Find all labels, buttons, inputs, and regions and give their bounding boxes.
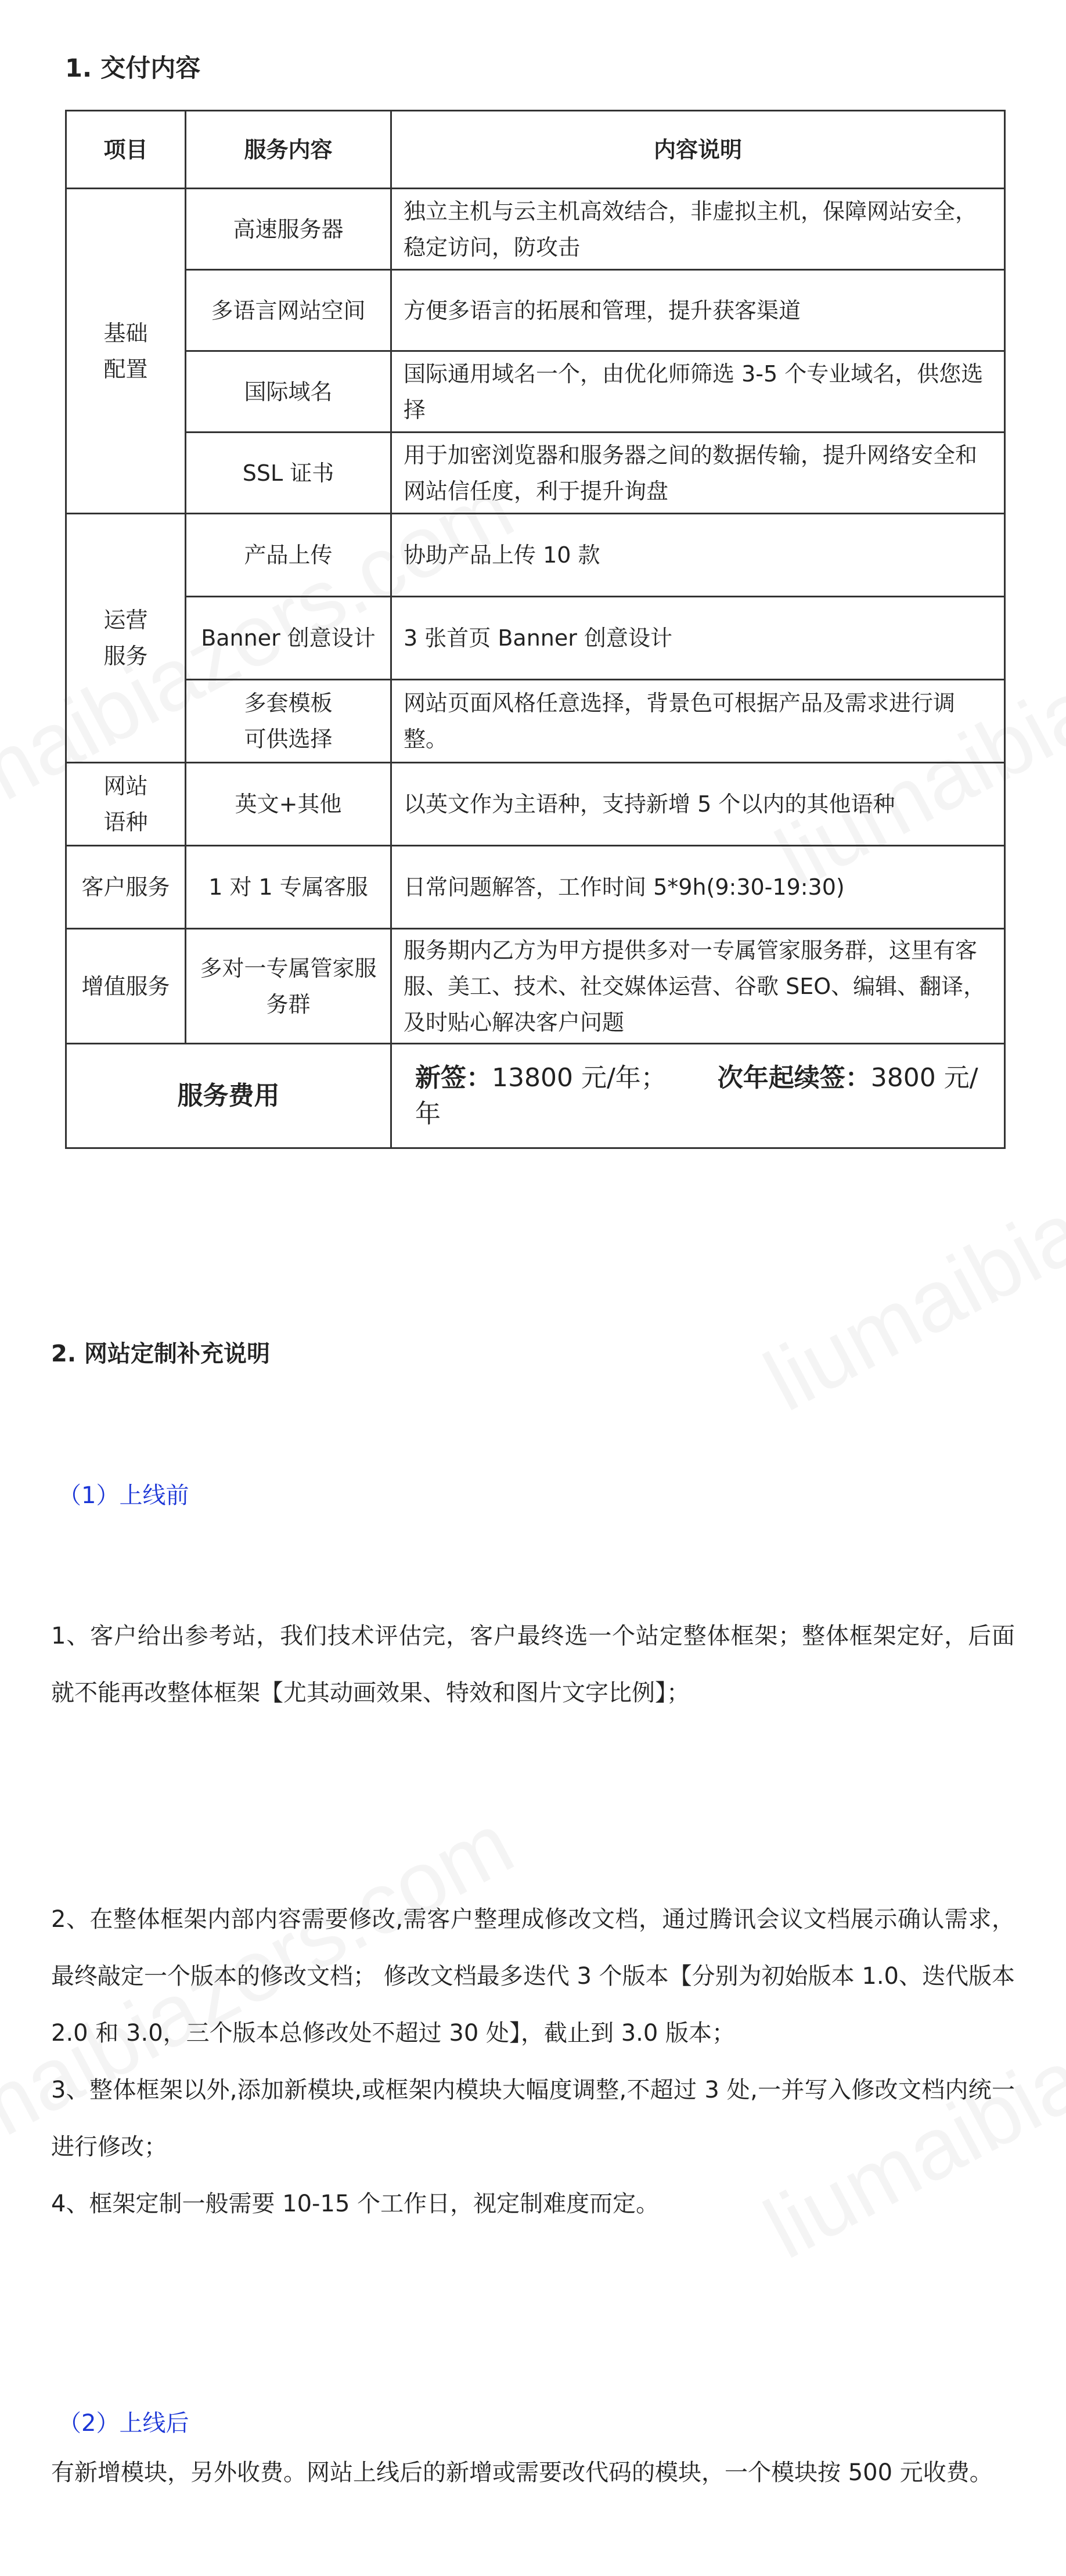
group-basic-config — [66, 189, 186, 514]
group-label: 客户服务 — [81, 874, 170, 900]
service-table — [65, 110, 1006, 1149]
service-description: 国际通用域名一个，由优化师筛选 3-5 个专业域名，供您选择 — [391, 351, 1005, 433]
service-item: 多语言网站空间 — [186, 270, 391, 351]
table-row — [66, 351, 1005, 433]
group-customer-service — [66, 846, 186, 929]
service-description: 用于加密浏览器和服务器之间的数据传输，提升网络安全和网站信任度，利于提升询盘 — [391, 433, 1005, 514]
service-description: 独立主机与云主机高效结合，非虚拟主机，保障网站安全，稳定访问，防攻击 — [391, 189, 1005, 270]
group-label: 网站 语种 — [103, 773, 148, 835]
group-label: 增值服务 — [81, 973, 170, 999]
service-description: 3 张首页 Banner 创意设计 — [391, 597, 1005, 680]
table-header-row — [66, 111, 1005, 189]
service-item: 多对一专属管家服务群 — [186, 929, 391, 1044]
before-launch-item — [51, 1608, 1015, 1721]
table-row — [66, 189, 1005, 270]
after-launch-title: （2）上线后 — [58, 2410, 189, 2437]
header-description: 内容说明 — [391, 111, 1005, 189]
service-item: 多套模板 可供选择 — [186, 680, 391, 763]
section2-title: 2. 网站定制补充说明 — [51, 1341, 270, 1367]
before-launch-item-text: 1、客户给出参考站，我们技术评估完，客户最终选一个站定整体框架；整体框架定好，后面就不能再改整体框架【尤其动画效果、特效和图片文字比例】； — [51, 1623, 1015, 1706]
group-language — [66, 763, 186, 846]
fee-new-value: 13800 元/年； — [492, 1062, 667, 1093]
group-label: 基础 配置 — [103, 320, 148, 382]
before-launch-title: （1）上线前 — [58, 1482, 189, 1509]
table-row — [66, 680, 1005, 763]
service-item: 1 对 1 专属客服 — [186, 846, 391, 929]
service-description: 服务期内乙方为甲方提供多对一专属管家服务群，这里有客服、美工、技术、社交媒体运营、谷歌 SEO、编辑、翻译，及时贴心解决客户问题 — [391, 929, 1005, 1044]
service-description: 日常问题解答，工作时间 5*9h(9:30-19:30) — [391, 846, 1005, 929]
service-item: 国际域名 — [186, 351, 391, 433]
fee-new-label: 新签： — [415, 1062, 492, 1093]
service-description: 以英文作为主语种，支持新增 5 个以内的其他语种 — [391, 763, 1005, 846]
group-value-added — [66, 929, 186, 1044]
service-item: 英文+其他 — [186, 763, 391, 846]
table-row — [66, 763, 1005, 846]
before-launch-item — [51, 1891, 1015, 2062]
before-launch-item-text: 4、框架定制一般需要 10-15 个工作日，视定制难度而定。 — [51, 2190, 660, 2217]
header-project: 项目 — [66, 111, 186, 189]
table-row — [66, 270, 1005, 351]
service-description: 协助产品上传 10 款 — [391, 514, 1005, 597]
table-row — [66, 846, 1005, 929]
service-item: Banner 创意设计 — [186, 597, 391, 680]
service-item: SSL 证书 — [186, 433, 391, 514]
fee-values — [391, 1044, 1005, 1148]
group-operation-service — [66, 514, 186, 763]
fee-label: 服务费用 — [66, 1044, 391, 1148]
before-launch-item-text: 2、在整体框架内部内容需要修改,需客户整理成修改文档，通过腾讯会议文档展示确认需求，最终敲定一个版本的修改文档； 修改文档最多迭代 3 个版本【分别为初始版本 1.0、迭代版本 2.0 和 3.0，三个版本总修改处不超过 30 处】，截止到 3.0 版本； — [51, 1906, 1015, 2047]
table-row — [66, 514, 1005, 597]
service-item: 高速服务器 — [186, 189, 391, 270]
fee-row — [66, 1044, 1005, 1148]
after-launch-text: 有新增模块，另外收费。网站上线后的新增或需要改代码的模块，一个模块按 500 元收费。 — [51, 2459, 993, 2486]
fee-renew-label: 次年起续签： — [717, 1062, 871, 1093]
fee-renew-value: 3800 元/年 — [415, 1062, 978, 1129]
table-row — [66, 597, 1005, 680]
group-label: 运营 服务 — [103, 607, 148, 669]
before-launch-item — [51, 2175, 1015, 2232]
service-item: 产品上传 — [186, 514, 391, 597]
table-row — [66, 929, 1005, 1044]
service-description: 网站页面风格任意选择，背景色可根据产品及需求进行调整。 — [391, 680, 1005, 763]
service-description: 方便多语言的拓展和管理，提升获客渠道 — [391, 270, 1005, 351]
section1-title: 1. 交付内容 — [65, 54, 201, 83]
before-launch-item-text: 3、整体框架以外,添加新模块,或框架内模块大幅度调整,不超过 3 处,一并写入修改文档内统一进行修改； — [51, 2077, 1015, 2160]
table-row — [66, 433, 1005, 514]
header-service: 服务内容 — [186, 111, 391, 189]
before-launch-item — [51, 2062, 1015, 2175]
